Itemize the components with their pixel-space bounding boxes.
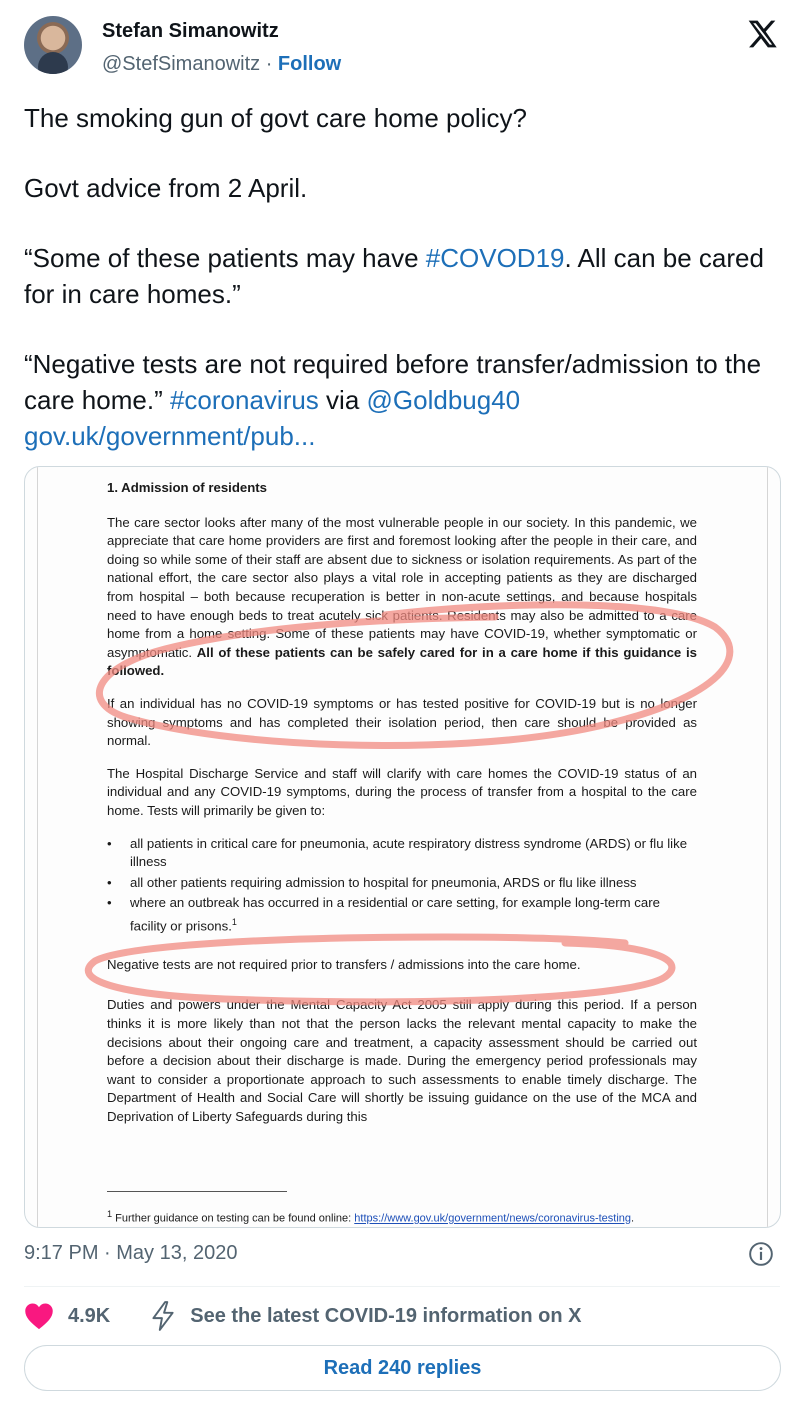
tweet-text (24, 100, 780, 454)
doc-text: . (631, 1212, 635, 1225)
doc-bullet: • all patients in critical care for pneumonia, acute respiratory distress syndrome (ARDS) or flu like illness (107, 835, 697, 872)
page-edge (37, 467, 38, 1227)
tweet-quote (24, 240, 780, 312)
tweet-line: Govt advice from 2 April. (24, 173, 308, 203)
doc-paragraph: If an individual has no COVID-19 symptoms or has tested positive for COVID-19 but is no longer showing symptoms and has completed their isolation period, then care should be provided as normal. (107, 695, 697, 749)
tweet-text-span: via (318, 385, 367, 415)
doc-text: Further guidance on testing can be found online: (112, 1212, 355, 1225)
bolt-icon (150, 1301, 176, 1331)
doc-paragraph (107, 514, 697, 681)
x-logo-icon[interactable] (746, 18, 778, 50)
doc-paragraph: The Hospital Discharge Service and staff will clarify with care homes the COVID-19 status of an individual and any COVID-19 symptoms, during the process of transfer from a hospital to the care home. Tests will primarily be given to: (107, 765, 697, 818)
author-handle-row (102, 53, 341, 76)
info-icon[interactable] (748, 1241, 774, 1267)
tweet-timestamp[interactable]: 9:17 PM · May 13, 2020 (24, 1242, 238, 1264)
hashtag-link[interactable]: #coronavirus (169, 385, 319, 415)
tweet-line: The smoking gun of govt care home policy? (24, 103, 527, 133)
doc-bullet-list (107, 835, 697, 936)
tweet-quote (24, 346, 780, 454)
tweet-text-span: “Some of these patients may have (24, 243, 426, 273)
media-image[interactable] (24, 466, 781, 1228)
doc-heading: 1. Admission of residents (107, 480, 267, 495)
doc-paragraph: Duties and powers under the Mental Capacity Act 2005 still apply during this period. If a person thinks it is more likely than not that the person lacks the relevant mental capacity to make the decisions about their ongoing care and treatment, a capacity assessment should be carried out before a decision about their discharge is made. During the emergency period professionals may want to consider a proportionate approach to such assessments to enable timely discharge. The Department of Health and Social Care will shortly be issuing guidance on the use of the MCA and Deprivation of Liberty Safeguards during this (107, 997, 697, 1125)
footnote-rule (107, 1191, 287, 1192)
divider (24, 1286, 780, 1287)
footnote-marker: 1 (231, 916, 237, 927)
handle-separator: · (260, 53, 278, 75)
hashtag-link[interactable]: #COVOD19 (425, 243, 565, 273)
footnote-marker: 1 (107, 1209, 113, 1219)
doc-text: where an outbreak has occurred in a residential or care setting, for example long-term care facility or prisons. (130, 895, 660, 934)
heart-icon[interactable] (24, 1302, 54, 1330)
doc-paragraph: Negative tests are not required prior to transfers / admissions into the care home. (107, 956, 581, 972)
like-count[interactable]: 4.9K (68, 1304, 111, 1327)
action-bar (24, 1300, 780, 1332)
read-replies-button[interactable]: Read 240 replies (24, 1345, 781, 1391)
covid-info-link[interactable]: See the latest COVID-19 information on X (190, 1304, 582, 1327)
doc-bullet: • all other patients requiring admission to hospital for pneumonia, ARDS or flu like illness (107, 874, 697, 893)
author-name[interactable]: Stefan Simanowitz (102, 20, 279, 42)
page-edge (767, 467, 768, 1227)
mention-link[interactable]: @Goldbug40 (366, 385, 521, 415)
author-handle[interactable]: @StefSimanowitz (102, 53, 261, 75)
doc-bold-text: All of these patients can be safely cared for in a care home if this guidance is followed. (107, 644, 697, 679)
document-page (107, 479, 697, 1141)
avatar[interactable] (24, 16, 82, 74)
doc-bullet (107, 894, 697, 936)
footnote-link: https://www.gov.uk/government/news/coronavirus-testing (354, 1212, 632, 1225)
doc-text: The care sector looks after many of the most vulnerable people in our society. In this pandemic, we appreciate that care home providers are first and foremost looking after the people in their care, and doing so while some of their staff are absent due to sickness or isolation requirements. As part of the national effort, the care sector also plays a vital role in accepting patients as they are discharged from hospital – both because recuperation is better in non-acute settings, and because hospitals need to have enough beds to treat acutely sick patients. Residents may also be admitted to a care home from a home setting. Some of these patients may have COVID-19, whether symptomatic or asymptomatic. (107, 514, 697, 660)
tweet-text-span: “Negative tests are not required before transfer/admission to the care home.” (24, 349, 762, 415)
tweet-text-span: . All can be cared for in care homes.” (24, 243, 764, 309)
follow-button[interactable]: Follow (277, 53, 342, 75)
doc-footnote (107, 1209, 707, 1225)
external-link[interactable]: gov.uk/government/pub... (24, 421, 316, 451)
